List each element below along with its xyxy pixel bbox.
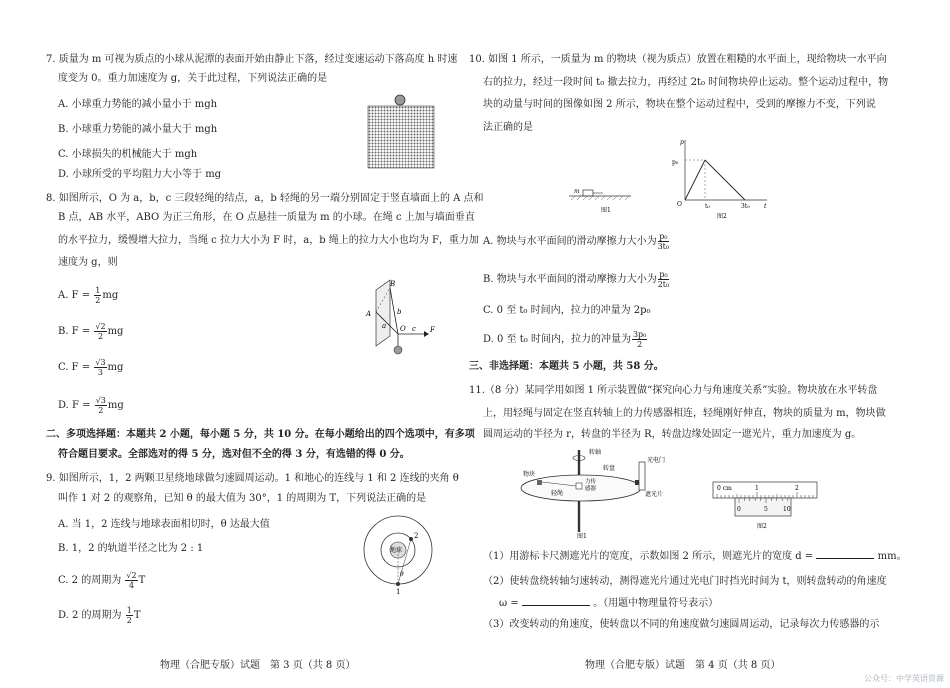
ball-icon	[395, 95, 405, 105]
q8-stem-line1: 8. 如图所示，O 为 a，b，c 三段轻绳的结点，a，b 轻绳的另一端分别固定于竖直墙面上的 A 点和	[46, 193, 484, 204]
q10-option-c: C. 0 至 t₀ 时间内，拉力的冲量为 2p₀	[483, 305, 651, 316]
satellite-1-icon	[396, 582, 400, 586]
q9-stem-line1: 9. 如图所示，1，2 两颗卫星绕地球做匀速圆周运动。1 和地心的连线与 1 和 2 连线的夹角 θ	[46, 473, 459, 484]
q7-stem-line1: 7. 质量为 m 可视为质点的小球从泥潭的表面开始由静止下落，经过变速运动下落高度 h 时速	[46, 54, 458, 65]
q10-stem-line3: 块的动量与时间的图像如图 2 所示，物块在整个运动过程中，受到的摩擦力不变，下列说	[483, 99, 876, 110]
mud-pit	[368, 106, 434, 168]
fig1-caption: 图1	[577, 533, 587, 540]
momentum-rise-line	[685, 160, 705, 200]
satellite-2-icon	[409, 537, 413, 541]
label-c: c	[412, 325, 416, 333]
label-1: 1	[755, 485, 759, 492]
label-O: O	[400, 325, 406, 333]
q9-option-c: C. 2 的周期为 $\frac{√2}{4}$ T	[58, 571, 146, 590]
q10-fig2-graph	[671, 138, 771, 220]
label-shaft: 转轴	[589, 449, 602, 456]
q9-option-a: A. 当 1，2 连线与地球表面相切时，θ 达最大值	[58, 519, 270, 530]
q8-stem-line2: B 点，AB 水平，ABO 为正三角形，在 O 点悬挂一质量为 m 的小球。在绳 c 上加与墙面垂直	[58, 212, 475, 223]
label-3t0: 3t₀	[741, 203, 750, 210]
section3-title: 三、非选择题：本题共 5 小题，共 58 分。	[469, 361, 664, 372]
photogate	[639, 462, 645, 490]
label-sensor-1: 力传	[585, 479, 597, 485]
q8-rope-figure	[362, 278, 442, 363]
fig2-caption: 图2	[717, 213, 727, 220]
block	[583, 190, 593, 196]
answer-blank-omega[interactable]	[522, 605, 590, 606]
q10-stem-line4: 法正确的是	[483, 122, 533, 133]
watermark: 公众号：中学英语资源	[864, 674, 944, 683]
q11-sub1: （1）用游标卡尺测遮光片的宽度，示数如图 2 所示，则遮光片的宽度 d = mm。	[483, 551, 907, 562]
q9-stem-line2: 叫作 1 对 2 的观察角，已知 θ 的最大值为 30°，1 的周期为 T，下列说法正确的是	[58, 493, 427, 504]
q8-option-d: D. F = $\frac{√3}{2}$ mg	[58, 396, 124, 415]
label-a: a	[382, 322, 387, 330]
answer-blank-d[interactable]	[816, 558, 874, 559]
q7-mud-figure	[368, 94, 434, 168]
q10-fig1	[569, 178, 639, 220]
momentum-fall-line	[705, 160, 745, 200]
q7-option-b: B. 小球重力势能的减小量大于 mgh	[58, 124, 218, 135]
label-A: A	[366, 310, 372, 318]
label-F: F	[430, 326, 435, 334]
label-p0: p₀	[672, 159, 679, 166]
q8-option-a: A. F = $\frac{1}{2}$ mg	[58, 286, 119, 305]
q10-stem-line1: 10. 如图 1 所示，一质量为 m 的物块（视为质点）放置在粗糙的水平面上，现给物块一水平向	[469, 54, 887, 65]
label-0cm: 0 cm	[717, 485, 732, 492]
label-rope: 轻绳	[551, 490, 564, 497]
q11-stem-line3: 圆周运动的半径为 r，转盘的半径为 R，转盘边缘处固定一遮光片，重力加速度为 g。	[483, 429, 862, 440]
q11-sub3: （3）改变转动的角速度，使转盘以不同的角速度做匀速圆周运动，记录每次力传感器的示	[483, 619, 880, 630]
label-v5: 5	[764, 506, 768, 513]
label-t0: t₀	[705, 203, 710, 210]
q10-option-b: B. 物块与水平面间的滑动摩擦力大小为 $\frac{\text{p₀}}{\text{2t₀}}$	[483, 270, 670, 289]
force-arrow-icon	[424, 331, 429, 337]
fig1-caption: 图1	[601, 207, 611, 214]
q9-orbit-figure	[362, 514, 434, 602]
right-page	[469, 0, 950, 688]
q11-sub2-line1: （2）使转盘绕转轴匀速转动，测得遮光片通过光电门时挡光时间为 t，则转盘转动的角速度	[483, 576, 887, 587]
q10-option-a: A. 物块与水平面间的滑动摩擦力大小为 $\frac{\text{p₀}}{\text{3t₀}}$	[483, 232, 670, 251]
q8-stem-line4: 速度为 g，则	[58, 257, 118, 268]
ground-hatch	[571, 196, 629, 200]
section2-line2: 符合题目要求。全部选对的得 5 分，选对但不全的得 3 分，有选错的得 0 分。	[58, 449, 410, 460]
label-p: p	[680, 139, 684, 146]
shading-strip	[635, 480, 639, 485]
label-theta: θ	[400, 571, 404, 578]
q7-option-a: A. 小球重力势能的减小量小于 mgh	[58, 99, 218, 110]
label-O: O	[677, 201, 682, 208]
label-earth: 地球	[390, 547, 403, 554]
label-sensor-2: 感器	[585, 486, 597, 492]
label-v0: 0	[737, 506, 741, 513]
label-disk: 转盘	[603, 465, 616, 472]
q9-option-d: D. 2 的周期为 $\frac{1}{2}$ T	[58, 606, 141, 625]
q11-sub2-line2: ω = 。（用题中物理量符号表示）	[499, 598, 719, 609]
label-1: 1	[396, 588, 401, 596]
label-v10: 10	[783, 506, 791, 513]
q11-fig2-vernier	[711, 480, 823, 536]
label-shade: 遮光片	[645, 491, 664, 498]
wall	[376, 280, 390, 346]
label-block: 物块	[523, 471, 536, 478]
q10-option-d: D. 0 至 t₀ 时间内，拉力的冲量为 $\frac{\text{3p₀}}{2}$	[483, 330, 647, 349]
q8-option-c: C. F = $\frac{√3}{3}$ mg	[58, 358, 124, 377]
block	[537, 480, 542, 485]
q11-stem-line1: 11.（8 分）某同学用如图 1 所示装置做“探究向心力与角速度关系”实验。物块放在水平转盘	[469, 385, 878, 396]
q7-option-c: C. 小球损失的机械能大于 mgh	[58, 149, 198, 160]
label-B: B	[390, 280, 396, 288]
q8-option-b: B. F = $\frac{√2}{2}$ mg	[58, 322, 124, 341]
q10-stem-line2: 右的拉力，经过一段时间 t₀ 撤去拉力，再经过 2t₀ 时间物块停止运动。整个运动过程中，物	[483, 77, 889, 88]
section2-line1: 二、多项选择题：本题共 2 小题，每小题 5 分，共 10 分。在每小题给出的四个选项中，有多项	[46, 429, 475, 440]
label-m: m	[574, 188, 580, 195]
force-sensor	[576, 483, 582, 489]
q7-option-d: D. 小球所受的平均阻力大小等于 mg	[58, 169, 222, 180]
q8-stem-line3: 的水平拉力，缓慢增大拉力，当绳 c 拉力大小为 F 时，a，b 绳上的拉力大小也均为 F，重力加	[58, 235, 479, 246]
right-footer: 物理（合肥专版）试题 第 4 页（共 8 页）	[585, 660, 781, 671]
ball-icon	[394, 346, 402, 354]
label-2: 2	[414, 532, 419, 540]
q11-stem-line2: 上，用轻绳与固定在竖直转轴上的力传感器相连，轻绳刚好伸直，物块的质量为 m，物块做	[483, 408, 886, 419]
q7-stem-line2: 度变为 0。重力加速度为 g，关于此过程，下列说法正确的是	[58, 73, 328, 84]
left-footer: 物理（合肥专版）试题 第 3 页（共 8 页）	[160, 660, 356, 671]
label-gate: 光电门	[647, 457, 666, 464]
label-t: t	[764, 203, 767, 210]
q11-fig1-turntable	[519, 448, 669, 538]
label-b: b	[397, 308, 402, 316]
label-2: 2	[795, 485, 799, 492]
fig2-caption: 图2	[757, 523, 767, 530]
q9-option-b: B. 1，2 的轨道半径之比为 2 : 1	[58, 543, 204, 554]
